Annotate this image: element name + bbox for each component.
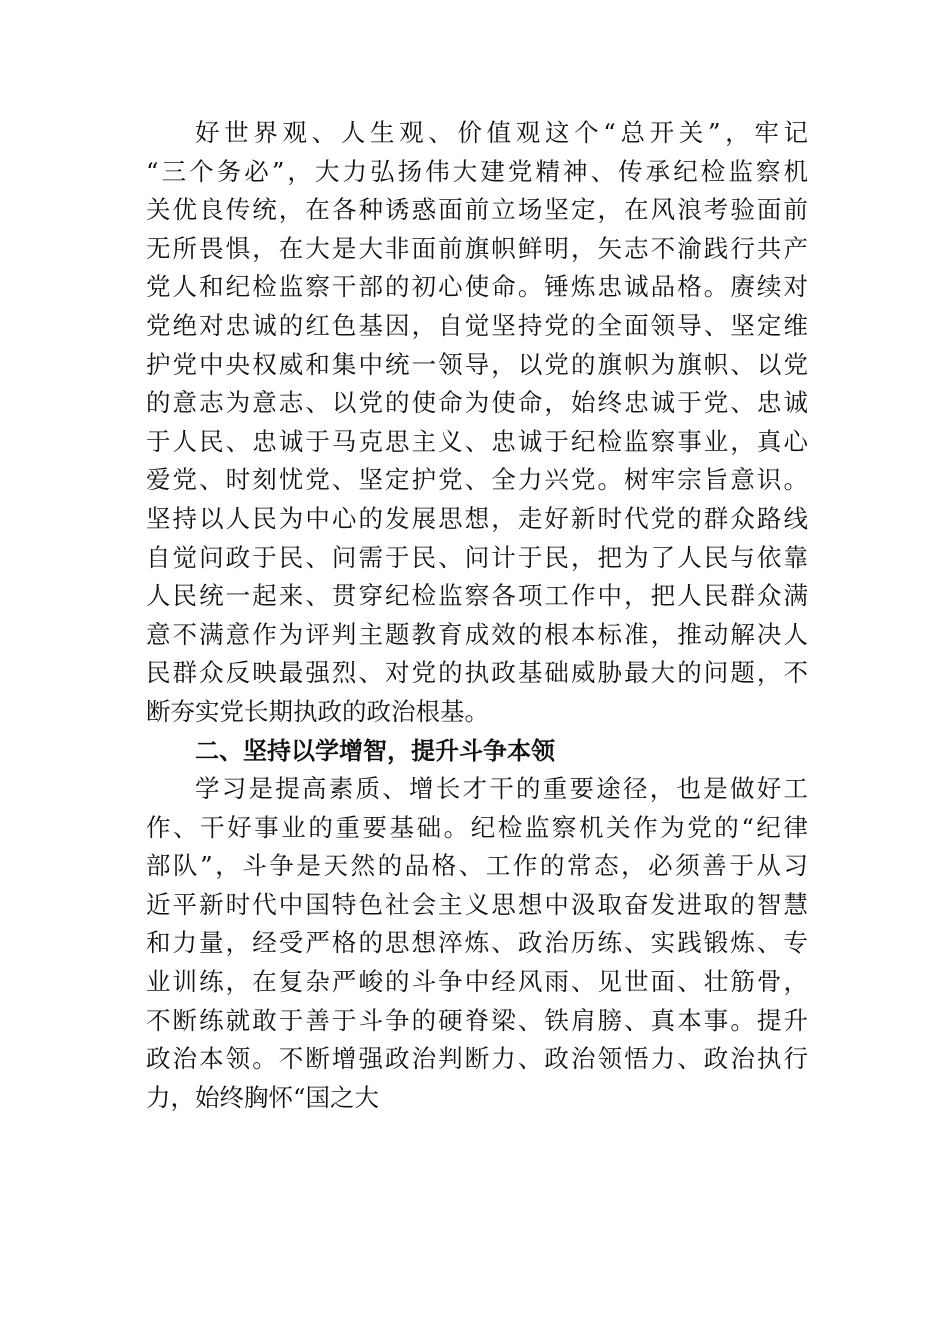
paragraph-1-line: “三个务必”，大力弘扬伟大建党精神、传承纪检监察机 bbox=[146, 156, 808, 186]
paragraph-2-line: 学习是提高素质、增长才干的重要途径，也是做好工 bbox=[195, 774, 808, 804]
paragraph-1-line: 党绝对忠诚的红色基因，自觉坚持党的全面领导、坚定维 bbox=[146, 310, 808, 340]
document-body bbox=[146, 114, 808, 1117]
paragraph-1-line: 坚持以人民为中心的发展思想，走好新时代党的群众路线 bbox=[146, 503, 808, 533]
section-heading: 二、坚持以学增智，提升斗争本领 bbox=[195, 736, 555, 765]
paragraph-2-line: 部队”，斗争是天然的品格、工作的常态，必须善于从习 bbox=[146, 851, 808, 881]
paragraph-1-line: 自觉问政于民、问需于民、问计于民，把为了人民与依靠 bbox=[146, 542, 808, 572]
paragraph-1-line: 于人民、忠诚于马克思主义、忠诚于纪检监察事业，真心 bbox=[146, 426, 808, 456]
paragraph-1-line: 党人和纪检监察干部的初心使命。锤炼忠诚品格。赓续对 bbox=[146, 272, 808, 302]
paragraph-1-line: 关优良传统，在各种诱惑面前立场坚定，在风浪考验面前 bbox=[146, 195, 808, 225]
paragraph-2-line: 力，始终胸怀“国之大 bbox=[146, 1082, 380, 1112]
paragraph-1-line: 民群众反映最强烈、对党的执政基础威胁最大的问题，不 bbox=[146, 658, 808, 688]
paragraph-1-line: 的意志为意志、以党的使命为使命，始终忠诚于党、忠诚 bbox=[146, 388, 808, 418]
paragraph-1-line: 好世界观、人生观、价值观这个“总开关”，牢记 bbox=[195, 118, 808, 147]
paragraph-1-line: 意不满意作为评判主题教育成效的根本标准，推动解决人 bbox=[146, 619, 808, 649]
paragraph-2-line: 和力量，经受严格的思想淬炼、政治历练、实践锻炼、专 bbox=[146, 928, 808, 958]
paragraph-2-line: 不断练就敢于善于斗争的硬脊梁、铁肩膀、真本事。提升 bbox=[146, 1005, 808, 1035]
paragraph-1-line: 护党中央权威和集中统一领导，以党的旗帜为旗帜、以党 bbox=[146, 349, 808, 379]
paragraph-2-line: 近平新时代中国特色社会主义思想中汲取奋发进取的智慧 bbox=[146, 889, 808, 919]
paragraph-1-line: 无所畏惧，在大是大非面前旗帜鲜明，矢志不渝践行共产 bbox=[146, 233, 808, 263]
paragraph-2-line: 作、干好事业的重要基础。纪检监察机关作为党的“纪律 bbox=[146, 812, 808, 842]
paragraph-2-line: 业训练，在复杂严峻的斗争中经风雨、见世面、壮筋骨， bbox=[146, 967, 808, 997]
paragraph-1-line: 爱党、时刻忧党、坚定护党、全力兴党。树牢宗旨意识。 bbox=[146, 465, 808, 495]
paragraph-1-line: 人民统一起来、贯穿纪检监察各项工作中，把人民群众满 bbox=[146, 581, 808, 611]
paragraph-1-line: 断夯实党长期执政的政治根基。 bbox=[146, 696, 489, 726]
paragraph-2-line: 政治本领。不断增强政治判断力、政治领悟力、政治执行 bbox=[146, 1044, 808, 1074]
